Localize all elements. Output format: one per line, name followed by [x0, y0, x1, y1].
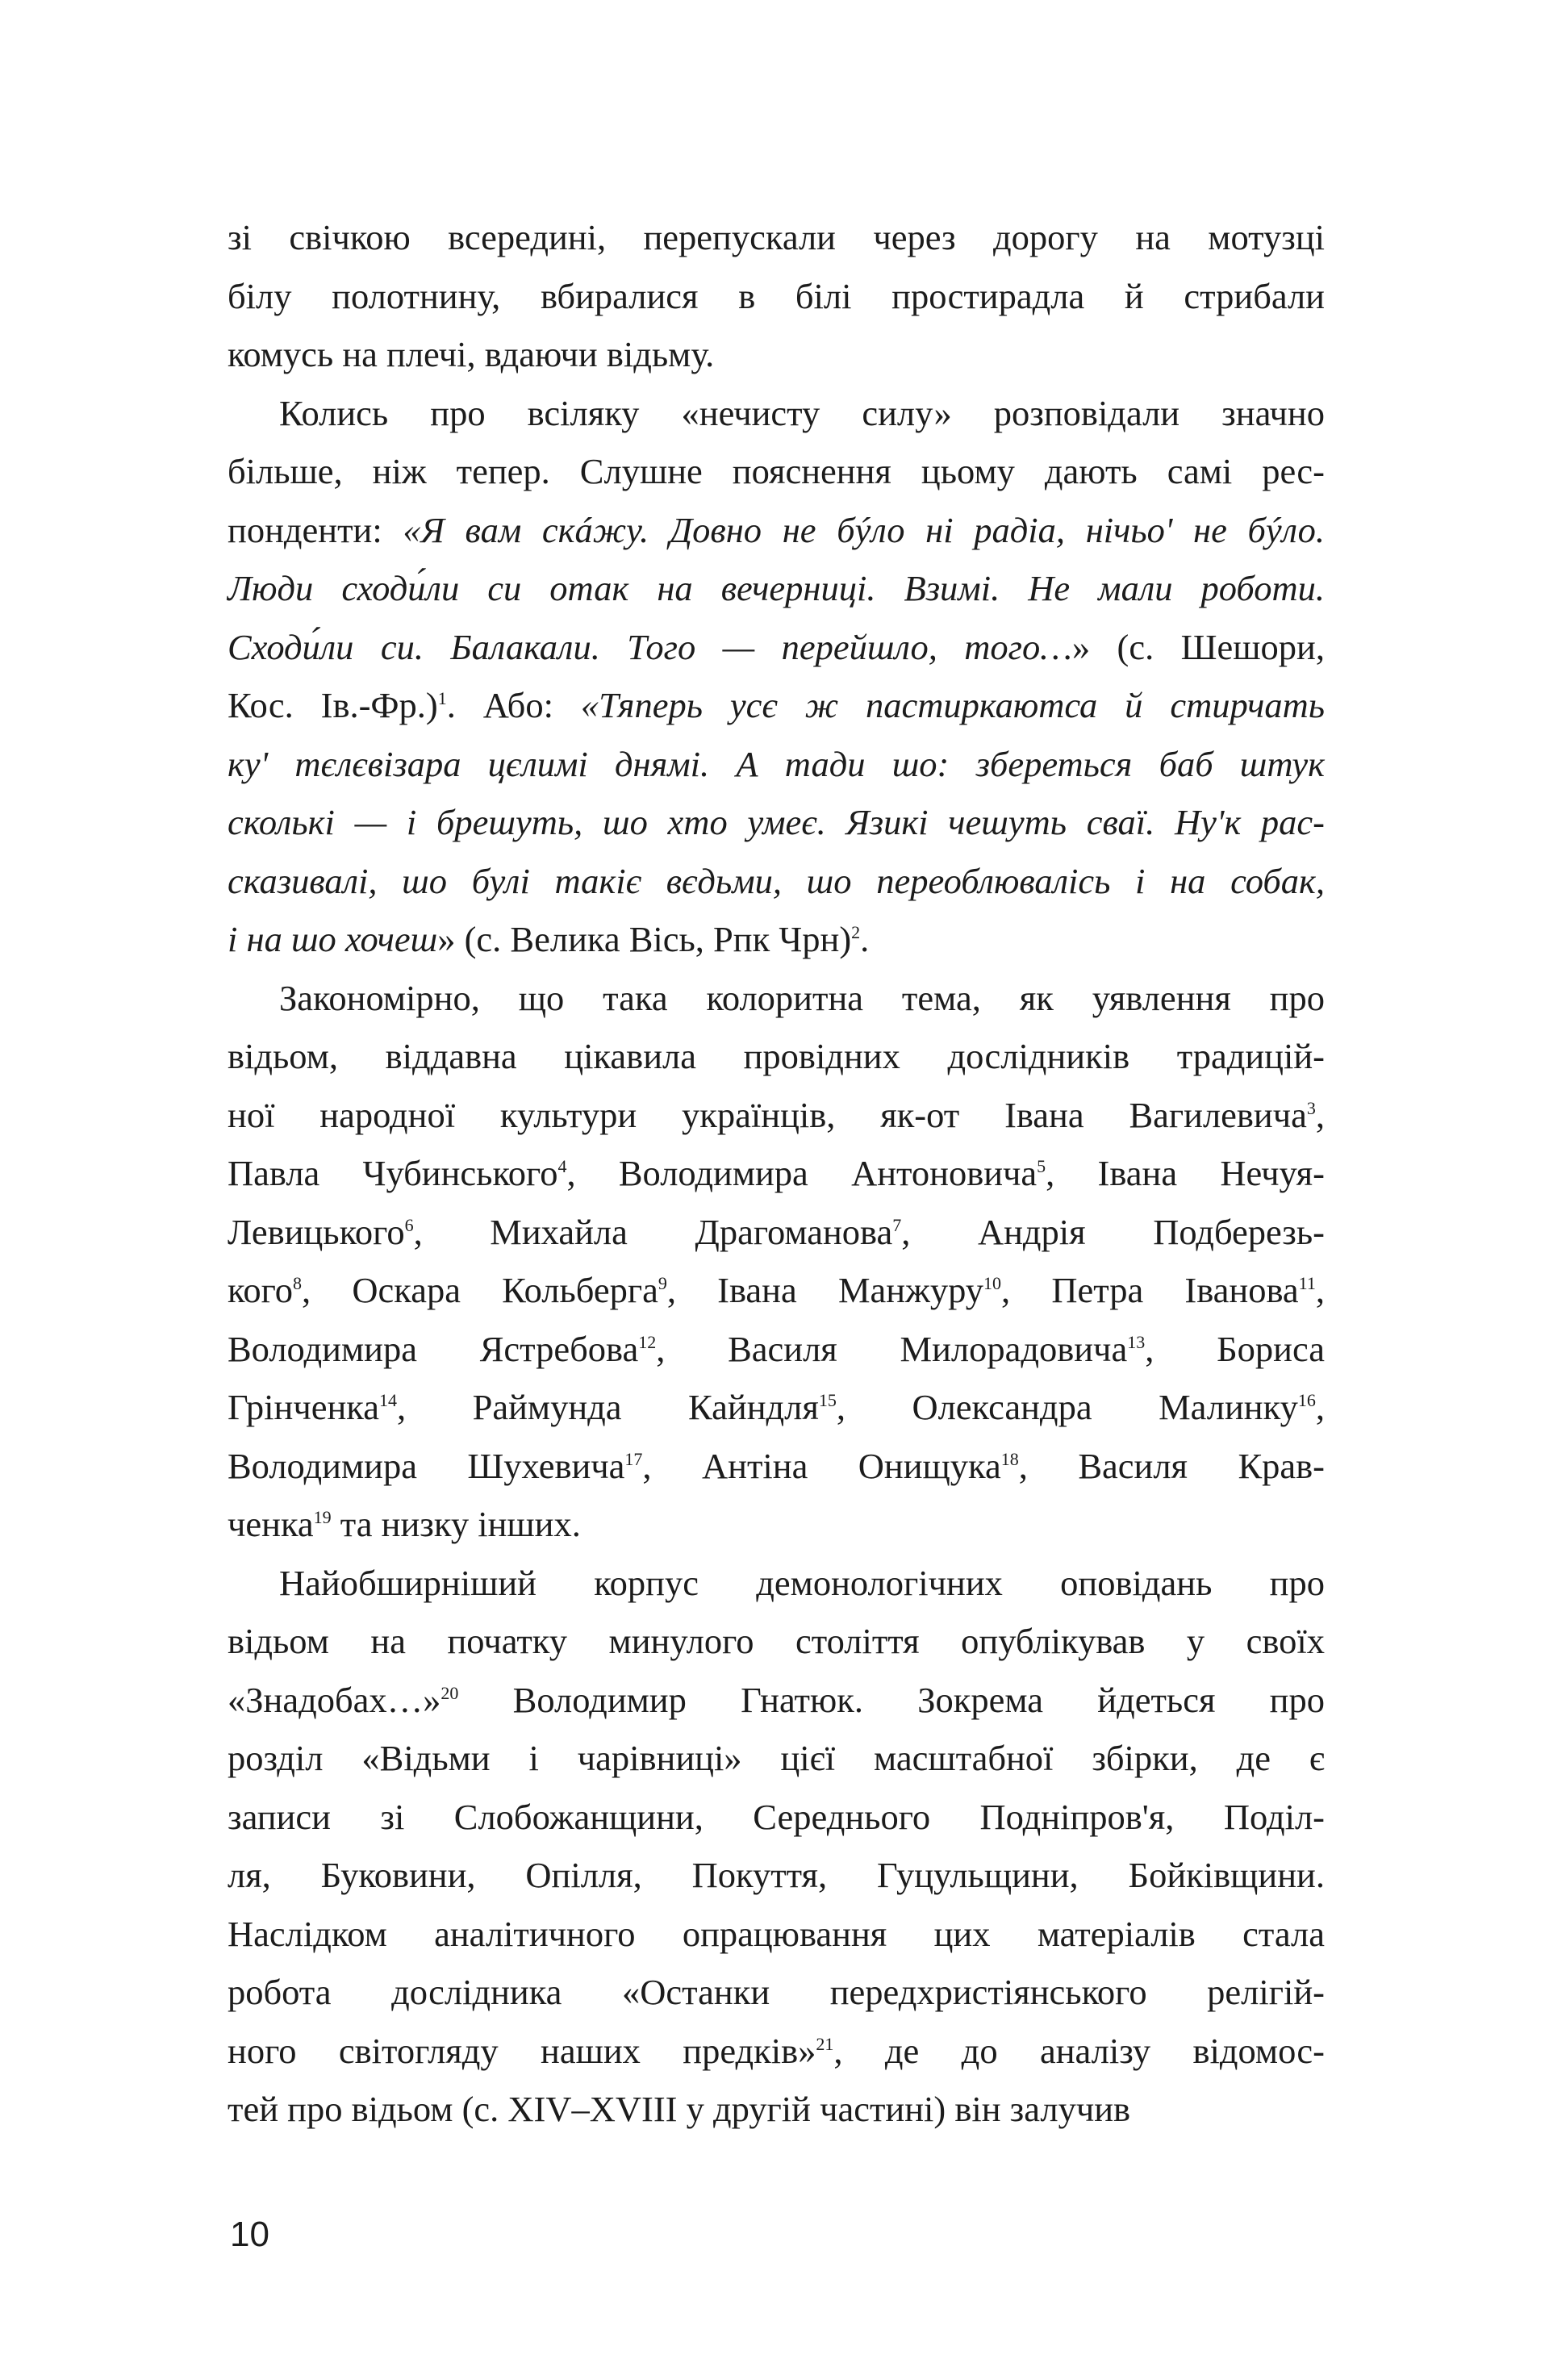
text-line	[228, 1612, 1325, 1671]
text-run: , Михайла Драгоманова	[413, 1211, 893, 1252]
text-run: , де до аналізу відомос-	[833, 2030, 1326, 2071]
paragraph	[228, 208, 1325, 384]
footnote-marker: 10	[983, 1273, 1001, 1294]
text-line	[228, 1027, 1325, 1086]
footnote-marker: 7	[892, 1214, 902, 1235]
text-line	[228, 1554, 1325, 1613]
text-run: відьом, віддавна цікавила провідних дослідників традицій-	[228, 1036, 1325, 1076]
footnote-marker: 17	[624, 1448, 643, 1469]
footnote-marker: 16	[1297, 1390, 1316, 1411]
text-run: записи зі Слобожанщини, Середнього Подніпров'я, Поділ-	[228, 1796, 1325, 1837]
text-run: ля, Буковини, Опілля, Покуття, Гуцульщини, Бойківщини.	[228, 1855, 1325, 1895]
footnote-marker: 4	[557, 1156, 567, 1177]
text-line	[228, 1320, 1325, 1379]
text-run: » (с. Велика Вісь, Рпк Чрн)	[437, 919, 852, 959]
text-run: , Антіна Онищука	[642, 1445, 1001, 1486]
quote-italic: сколькі — і брешуть, шо хто умеє. Язикі чешуть сваї. Ну'к рас-	[228, 802, 1325, 842]
footnote-marker: 6	[404, 1214, 414, 1235]
text-run: Володимир Гнатюк. Зокрема йдеться про	[458, 1679, 1325, 1720]
footnote-marker: 11	[1298, 1273, 1316, 1294]
text-line	[228, 1378, 1325, 1437]
text-line	[228, 559, 1325, 618]
text-run: Грінченка	[228, 1387, 379, 1427]
text-line	[228, 1437, 1325, 1496]
text-line	[228, 2080, 1325, 2139]
text-run: ,	[1315, 1270, 1325, 1310]
footnote-marker: 3	[1306, 1097, 1316, 1118]
text-line	[228, 1905, 1325, 1964]
text-run: Володимира Шухевича	[228, 1445, 625, 1486]
text-line	[228, 1261, 1325, 1320]
text-line	[228, 2022, 1325, 2081]
footnote-marker: 12	[638, 1331, 657, 1352]
text-run: розділ «Відьми і чарівниці» цієї масштабної збірки, де є	[228, 1738, 1325, 1778]
text-line	[228, 1671, 1325, 1730]
footnote-marker: 2	[851, 922, 861, 943]
text-line	[228, 208, 1325, 267]
page-number: 10	[230, 2215, 269, 2254]
text-run: ,	[1315, 1094, 1325, 1135]
footnote-marker: 1	[437, 688, 447, 709]
text-run: . Або:	[446, 685, 581, 725]
footnote-marker: 19	[313, 1507, 332, 1528]
text-run: Володимира Ястребова	[228, 1328, 639, 1369]
text-run: , Івана Нечуя-	[1046, 1153, 1325, 1193]
text-run: відьом на початку минулого століття опублікував у своїх	[228, 1621, 1325, 1661]
text-run: Найобширніший корпус демонологічних оповідань про	[279, 1562, 1325, 1603]
text-run: , Бориса	[1145, 1328, 1325, 1369]
text-line	[228, 1495, 1325, 1554]
text-run: , Раймунда Кайндля	[397, 1387, 819, 1427]
text-run: Левицького	[228, 1211, 405, 1252]
text-run: та низку інших.	[331, 1504, 581, 1544]
text-run: Кос. Ів.-Фр.)	[228, 685, 438, 725]
text-line	[228, 1144, 1325, 1203]
text-run: ченка	[228, 1504, 314, 1544]
text-run: робота дослідника «Останки передхристіянського релігій-	[228, 1972, 1325, 2012]
text-line	[228, 442, 1325, 501]
footnote-marker: 20	[440, 1682, 459, 1703]
text-run: » (с. Шешори,	[1071, 626, 1325, 667]
text-run: ної народної культури українців, як-от Івана Вагилевича	[228, 1094, 1307, 1135]
text-run: , Петра Іванова	[1001, 1270, 1299, 1310]
text-run: ного світогляду наших предків»	[228, 2030, 816, 2071]
body-text	[228, 208, 1325, 2139]
text-run: , Володимира Антоновича	[566, 1153, 1038, 1193]
text-line	[228, 910, 1325, 969]
text-run: білу полотнину, вбиралися в білі простирадла й стрибали	[228, 275, 1325, 316]
footnote-marker: 14	[379, 1390, 397, 1411]
text-line	[228, 793, 1325, 852]
text-line	[228, 1203, 1325, 1262]
text-run: , Олександра Малинку	[836, 1387, 1298, 1427]
paragraph	[228, 969, 1325, 1554]
text-line	[228, 1963, 1325, 2022]
quote-italic: «Тяперь усє ж пастиркаютса й стирчать	[580, 685, 1326, 725]
footnote-marker: 18	[1000, 1448, 1019, 1469]
text-line	[228, 1729, 1325, 1788]
footnote-marker: 8	[293, 1273, 303, 1294]
quote-italic: Люди сходи́ли си отак на вечерниці. Взимі. Не мали роботи.	[228, 568, 1325, 608]
text-run: Закономірно, що така колоритна тема, як уявлення про	[279, 977, 1325, 1018]
text-line	[228, 676, 1325, 735]
paragraph	[228, 1554, 1325, 2139]
text-run: , Івана Манжуру	[666, 1270, 983, 1310]
text-line	[228, 1846, 1325, 1905]
text-line	[228, 267, 1325, 326]
text-run: , Василя Милорадовича	[656, 1328, 1128, 1369]
text-line	[228, 384, 1325, 443]
text-line	[228, 618, 1325, 677]
text-run: зі свічкою всередині, перепускали через дорогу на мотузці	[228, 217, 1325, 257]
text-run: , Василя Крав-	[1018, 1445, 1325, 1486]
text-line	[228, 325, 1325, 384]
quote-italic: «Я вам скáжу. Довно не бýло ні радіа, нічьо' не бýло.	[403, 509, 1325, 550]
text-run: ,	[1315, 1387, 1325, 1427]
text-run: Наслідком аналітичного опрацювання цих матеріалів стала	[228, 1913, 1325, 1954]
footnote-marker: 5	[1037, 1156, 1046, 1177]
text-run: кого	[228, 1270, 294, 1310]
text-run: Павла Чубинського	[228, 1153, 558, 1193]
footnote-marker: 21	[816, 2033, 834, 2054]
text-run: більше, ніж тепер. Слушне пояснення цьому дають самі рес-	[228, 451, 1325, 491]
quote-italic: Сходи́ли си. Балакали. Того — перейшло, того…	[228, 626, 1072, 667]
text-run: , Андрія Подберезь-	[901, 1211, 1325, 1252]
text-run: комусь на плечі, вдаючи відьму.	[228, 334, 715, 374]
quote-italic: сказивалі, шо булі такіє вєдьми, шо переоблювалісь і на собак,	[228, 860, 1325, 901]
text-run: Колись про всіляку «нечисту силу» розповідали значно	[279, 392, 1325, 433]
text-line	[228, 1788, 1325, 1847]
text-run: .	[860, 919, 870, 959]
text-line	[228, 1086, 1325, 1145]
text-run: тей про відьом (с. XIV–XVIII у другій частині) він залучив	[228, 2089, 1131, 2129]
text-line	[228, 969, 1325, 1028]
quote-italic: і на шо хочеш	[228, 919, 438, 959]
text-run: «Знадобах…»	[228, 1679, 441, 1720]
text-run: , Оскара Кольберга	[302, 1270, 658, 1310]
text-line	[228, 852, 1325, 911]
text-line	[228, 501, 1325, 560]
footnote-marker: 15	[818, 1390, 837, 1411]
footnote-marker: 13	[1127, 1331, 1146, 1352]
paragraph	[228, 384, 1325, 969]
text-run: понденти:	[228, 509, 403, 550]
text-line	[228, 735, 1325, 794]
footnote-marker: 9	[658, 1273, 667, 1294]
quote-italic: ку' тєлєвізара цєлимі днямі. А тади шо: збереться баб штук	[228, 743, 1325, 784]
